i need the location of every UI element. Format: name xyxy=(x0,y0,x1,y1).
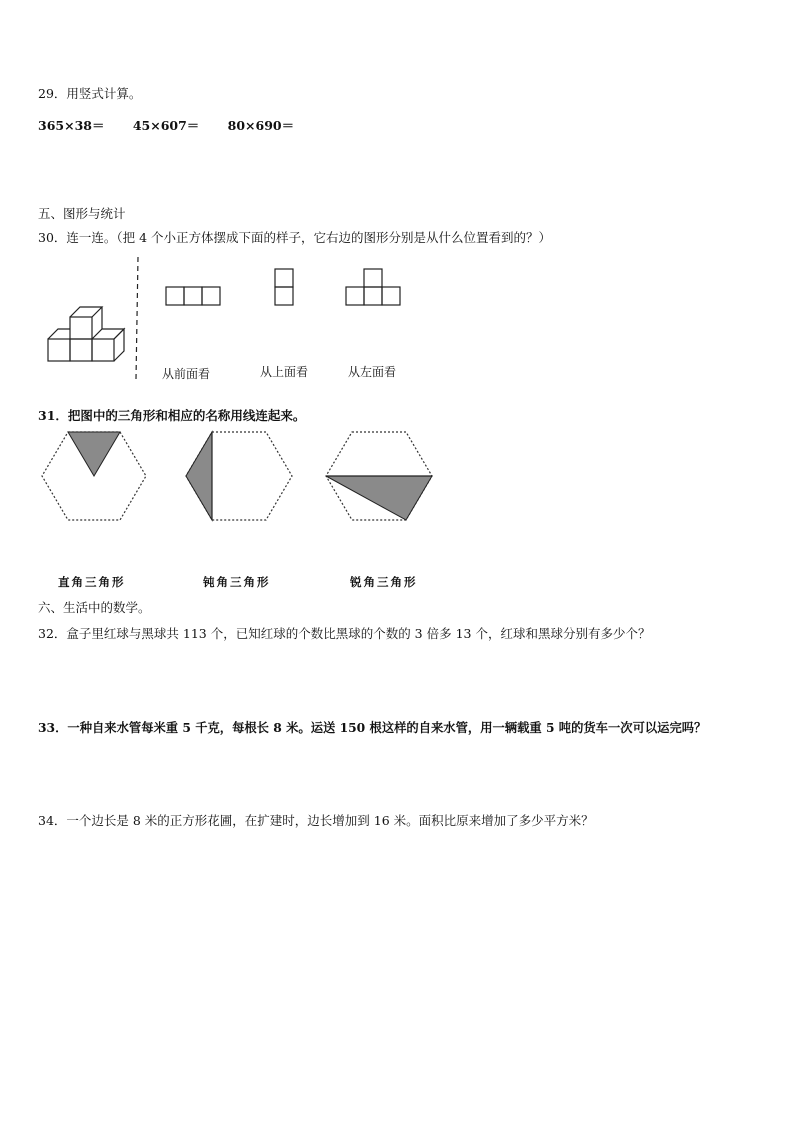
triangle-label-obtuse: 钝角三角形 xyxy=(203,575,271,589)
hexagon-1-figure xyxy=(42,432,146,520)
q32-text: 32．盒子里红球与黑球共 113 个，已知红球的个数比黑球的个数的 3 倍多 13 个，红球和黑球分别有多少个？ xyxy=(38,626,651,641)
view-label-left: 从左面看 xyxy=(348,365,397,379)
expression-2: 45×607＝ xyxy=(132,118,200,133)
q34-text: 34．一个边长是 8 米的正方形花圃，在扩建时，边长增加到 16 米。面积比原来增加了多少平方米？ xyxy=(38,813,594,828)
top-view-figure xyxy=(275,269,293,305)
expression-3: 80×690＝ xyxy=(227,118,295,133)
triangle-label-right: 直角三角形 xyxy=(58,575,126,589)
hexagon-2-figure xyxy=(186,432,292,520)
view-label-front: 从前面看 xyxy=(162,367,211,381)
front-view-figure xyxy=(166,287,220,305)
triangle-label-acute: 锐角三角形 xyxy=(350,575,418,589)
q30-title: 30．连一连。（把 4 个小正方体摆成下面的样子，它右边的图形分别是从什么位置看到的？） xyxy=(38,230,552,245)
dashed-divider xyxy=(136,257,138,379)
q33-text: 33．一种自来水管每米重 5 千克，每根长 8 米。运送 150 根这样的自来水管，用一辆载重 5 吨的货车一次可以运完吗？ xyxy=(38,720,707,735)
view-label-top: 从上面看 xyxy=(260,365,309,379)
expression-1: 365×38＝ xyxy=(38,118,105,133)
section-6-title: 六、生活中的数学。 xyxy=(38,600,151,615)
q29-title: 29．用竖式计算。 xyxy=(38,86,142,101)
left-view-figure xyxy=(346,269,400,305)
cube-arrangement-figure xyxy=(48,307,124,361)
section-5-title: 五、图形与统计 xyxy=(38,206,126,221)
q31-figure xyxy=(40,428,460,528)
q29-expressions xyxy=(38,116,318,134)
q31-title: 31．把图中的三角形和相应的名称用线连起来。 xyxy=(38,408,306,423)
hexagon-3-figure xyxy=(326,432,432,520)
